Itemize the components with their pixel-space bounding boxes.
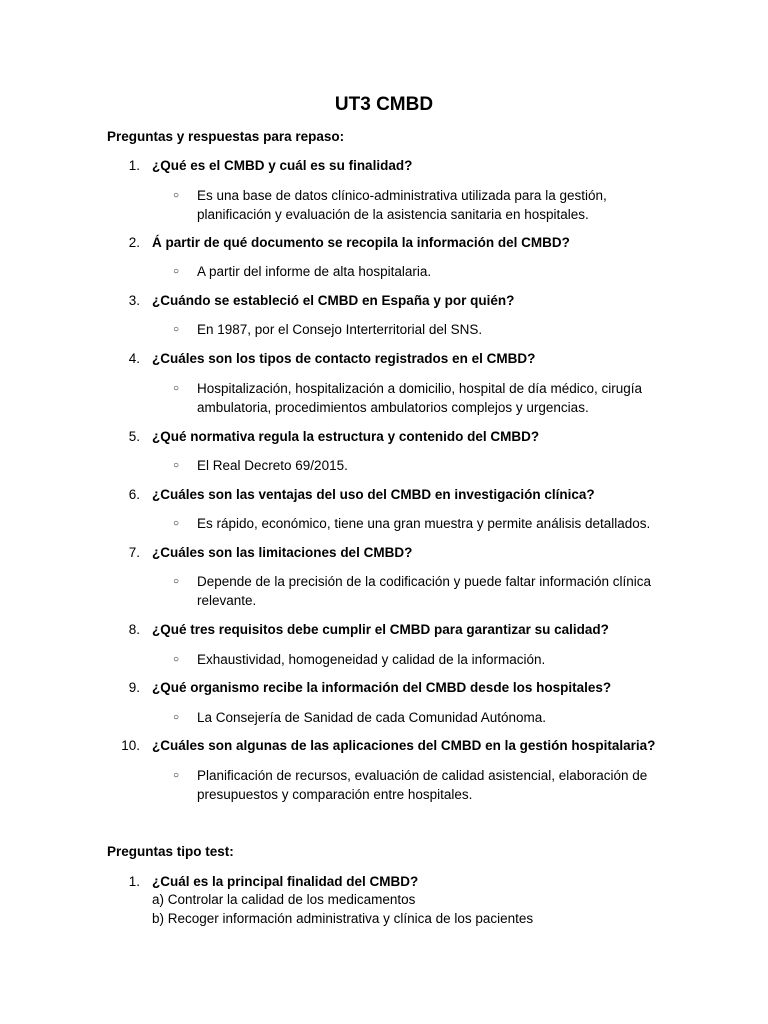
answer-text: Es rápido, económico, tiene una gran muestra y permite análisis detallados. [197, 516, 651, 531]
answer-text: Planificación de recursos, evaluación de calidad asistencial, elaboración de presupuestos y comparación entre hospitales. [197, 768, 648, 802]
question-text: ¿Cuáles son los tipos de contacto registrados en el CMBD? [152, 351, 536, 366]
answer-text: El Real Decreto 69/2015. [197, 458, 348, 473]
test-question-text: ¿Cuál es la principal finalidad del CMBD? [152, 874, 419, 889]
question-text: ¿Qué normativa regula la estructura y contenido del CMBD? [152, 429, 540, 444]
question-number: 2. [128, 235, 140, 250]
bullet-circle-icon: ○ [173, 460, 180, 471]
question-number: 5. [128, 429, 140, 444]
bullet-circle-icon: ○ [173, 654, 180, 665]
question-text: ¿Cuándo se estableció el CMBD en España y por quién? [152, 293, 515, 308]
question-text: ¿Cuáles son las ventajas del uso del CMBD en investigación clínica? [152, 487, 595, 502]
answer-text: Es una base de datos clínico-administrativa utilizada para la gestión, planificación y evaluación de la asistencia sanitaria en hospitales. [197, 188, 607, 222]
question-text: ¿Cuáles son algunas de las aplicaciones del CMBD en la gestión hospitalaria? [152, 738, 656, 753]
bullet-circle-icon: ○ [173, 770, 180, 781]
answer-text: En 1987, por el Consejo Interterritorial del SNS. [197, 322, 483, 337]
question-number: 7. [128, 545, 140, 560]
test-question-number: 1. [128, 874, 140, 889]
question-number: 1. [128, 158, 140, 173]
review-section-heading: Preguntas y respuestas para repaso: [107, 129, 345, 144]
question-number: 3. [128, 293, 140, 308]
bullet-circle-icon: ○ [173, 190, 180, 201]
bullet-circle-icon: ○ [173, 576, 180, 587]
bullet-circle-icon: ○ [173, 266, 180, 277]
question-number: 9. [128, 680, 140, 695]
answer-text: Exhaustividad, homogeneidad y calidad de la información. [197, 652, 546, 667]
question-number: 6. [128, 487, 140, 502]
document-title: UT3 CMBD [334, 94, 434, 115]
bullet-circle-icon: ○ [173, 712, 180, 723]
answer-text: La Consejería de Sanidad de cada Comunidad Autónoma. [197, 710, 546, 725]
question-text: ¿Qué tres requisitos debe cumplir el CMBD para garantizar su calidad? [152, 622, 609, 637]
test-option: a) Controlar la calidad de los medicamentos [152, 892, 416, 907]
question-number: 10. [121, 738, 140, 753]
bullet-circle-icon: ○ [173, 518, 180, 529]
answer-text: A partir del informe de alta hospitalaria. [197, 264, 432, 279]
bullet-circle-icon: ○ [173, 383, 180, 394]
question-number: 4. [128, 351, 140, 366]
answer-text: Depende de la precisión de la codificación y puede faltar información clínica relevante. [197, 574, 652, 608]
question-text: ¿Qué organismo recibe la información del CMBD desde los hospitales? [152, 680, 612, 695]
question-number: 8. [128, 622, 140, 637]
test-section-heading: Preguntas tipo test: [107, 844, 234, 859]
question-text: ¿Qué es el CMBD y cuál es su finalidad? [152, 158, 413, 173]
bullet-circle-icon: ○ [173, 324, 180, 335]
question-text: Á partir de qué documento se recopila la información del CMBD? [152, 235, 570, 250]
question-text: ¿Cuáles son las limitaciones del CMBD? [152, 545, 413, 560]
answer-text: Hospitalización, hospitalización a domicilio, hospital de día médico, cirugía ambulatoria, procedimientos ambulatorios complejos y urgencias. [197, 381, 642, 415]
test-option: b) Recoger información administrativa y clínica de los pacientes [152, 911, 534, 926]
